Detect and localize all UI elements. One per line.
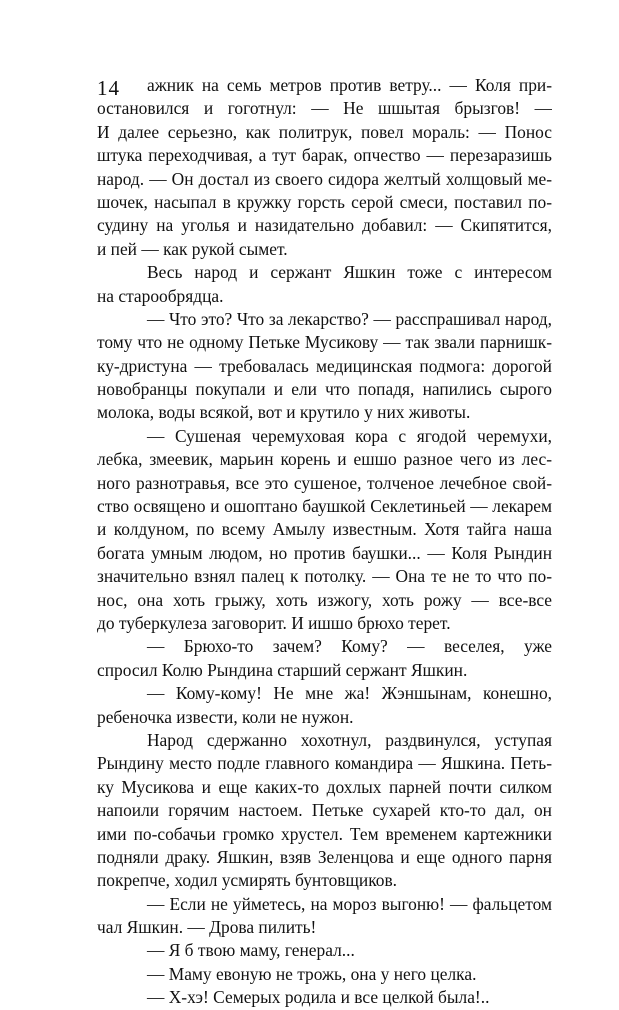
text-line: ку-дристуна — требовалась медицинская подмога: дорогой [97,355,552,376]
paragraph [97,261,552,308]
text-line: народ. — Он достал из своего сидора желтый холщовый ме- [97,168,552,189]
text-line: ку Мусикова и еще каких-то дохлых парней почти силком [97,776,552,797]
text-line: новобранцы покупали и ели что попадя, напились сырого [97,379,552,400]
text-line: Весь народ и сержант Яшкин тоже с интересом [147,262,552,283]
paragraph [97,893,552,940]
text-line: спросил Колю Рындина старший сержант Яшкин. [97,659,468,680]
text-line: подняли драку. Яшкин, взяв Зеленцова и еще одного парня [97,846,552,867]
text-line: — Если не уйметесь, на мороз выгоню! — фальцетом [147,893,552,914]
text-line: молока, воды всякой, вот и крутило у них животы. [97,402,471,423]
text-line: Рындину место подле главного командира — Яшкина. Петь- [97,753,552,774]
paragraph [97,729,552,893]
text-line: — Кому-кому! Не мне жа! Жэншынам, конешно, [147,683,552,704]
text-line: судину на уголья и назидательно добавил: — Скипятится, [97,215,552,236]
text-line: — Что это? Что за лекарство? — расспрашивал народ, [147,308,552,329]
text-line: богата умным людом, но против баушки... — Коля Рындин [97,542,552,563]
text-line: Народ сдержанно хохотнул, раздвинулся, уступая [147,729,552,750]
text-line: ими по-собачьи громко хрустел. Тем временем картежники [97,823,552,844]
text-line: — Я б твою маму, генерал... [147,940,355,961]
body-text [97,74,552,1010]
paragraph [97,74,552,261]
text-line: ребеночка извести, коли не нужон. [97,706,354,727]
text-line: — Брюхо-то зачем? Кому? — веселея, уже [147,636,552,657]
text-line: и колдуном, по всему Амылу известным. Хотя тайга наша [97,519,552,540]
text-line: чал Яшкин. — Дрова пилить! [97,917,317,938]
text-line: ного разнотравья, все это сушеное, толченое лечебное свой- [97,472,552,493]
text-line: шочек, насыпал в кружку горсть серой смеси, поставил по- [97,191,552,212]
text-line: штука переходчивая, а тут барак, опчество — перезаразишь [97,145,552,166]
paragraph [97,986,552,1009]
text-line: на старообрядца. [97,285,224,306]
paragraph [97,425,552,636]
paragraph [97,963,552,986]
text-line: лебка, змеевик, марьин корень и ешшо разное чего из лес- [97,449,552,470]
page-number: 14 [97,76,120,100]
text-line: И далее серьезно, как политрук, повел мораль: — Понос [97,121,552,142]
text-line: остановился и гоготнул: — Не шшытая брызгов! — [97,98,552,119]
text-line: тому что не одному Петьке Мусикову — так звали парнишк- [97,332,552,353]
text-line: ажник на семь метров против ветру... — Коля при- [147,75,552,95]
paragraph [97,682,552,729]
text-line: — Х-хэ! Семерых родила и все целкой была!.. [147,987,490,1008]
text-line: нос, она хоть грыжу, хоть изжогу, хоть рожу — все-все [97,589,552,610]
text-line: — Маму евоную не трожь, она у него целка. [147,963,477,984]
paragraph [97,939,552,962]
paragraph [97,308,552,425]
text-line: до туберкулеза заговорит. И ишшо брюхо терет. [97,612,451,633]
text-line: покрепче, ходил усмирять бунтовщиков. [97,870,398,891]
text-line: напоили горячим настоем. Петьке сухарей кто-то дал, он [97,800,552,821]
text-line: значительно взнял палец к потолку. — Она те не то что по- [97,566,552,587]
text-line: — Сушеная черемуховая кора с ягодой черемухи, [147,425,552,446]
text-line: и пей — как рукой сымет. [97,238,288,259]
paragraph [97,635,552,682]
text-line: ство освящено и ошоптано баушкой Секлетиньей — лекарем [97,496,552,517]
